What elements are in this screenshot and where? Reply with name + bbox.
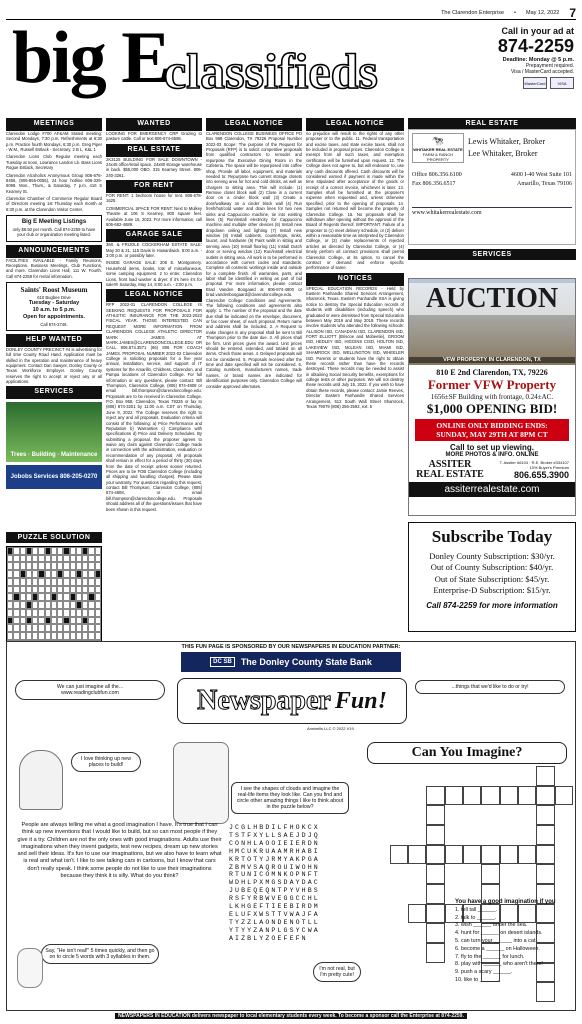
bank-name: The Donley County State Bank [240,657,372,667]
crossword-blank [353,845,371,865]
crossword-blank [481,982,499,1002]
child-drawing [19,750,63,810]
crossword-blank [555,805,573,825]
clue-item: 6. become a ______ on Halloween. [455,945,540,952]
notices-text: SPECIAL EDUCATION RECORDS - Held by Eastern Panhandle Shared Services Arrangement, Shamrock, Texas. Eastern Panhandle SSA is giving notice to destroy the Special Education records of students with disabilities (including speech) who graduated or were dismissed from Special Education between May 2016 and May 2018. These records involve students who attended the following schools: ALLISON ISD, CANADIAN ISD, CLARENDON ISD, FORT ELLIOTT (Briscoe and Mobeetie), GROOM ISD, HEDLEY ISD, HIGGINS CISD, HOLTON ISD, LAKEVIEW ISD, McLEAN ISD, MIAMI ISD, SHAMROCK ISD, WELLINGTON ISD, WHEELER ISD. Parents or students have the right to obtain these records rather than have the records destroyed. These records may be needed to assist in obtaining Social Security benefits, exemptions for college tests or other purposes. We will not destroy these records until July 15, 2022. If you wish to have obtain these records, please contact: Jamie Reeves, Director Eastern Panhandle Shared Services Arrangement, 512 South Wall Street Shamrock, Texas 79079 (806) 256-2592, ext. 5 [306,285,404,409]
logo-fun: Fun! [334,687,387,714]
deadline: Deadline: Monday @ 5 p.m. [502,57,574,63]
right-speech-bubble: ...things that we'd like to do or try! [415,680,565,694]
crossword-cell [408,904,426,924]
crossword-blank [408,963,426,983]
for-rent-item: COMMERCIAL SPACE FOR RENT: Next to Mulkey Theatre at 106 S Kearney, 800 square feet. Available June 15, 2022. For more information, call 806-662-4689. [106,205,202,227]
crossword-cell [426,943,444,963]
subscription-line: Enterprise-D Subscription: $15/yr. [433,585,551,596]
puzzle-header: PUZZLE SOLUTION [6,532,102,543]
auction-title: AUCTION [409,283,575,315]
can-you-imagine-title: Can You Imagine? [367,742,567,764]
garage-sale-item: 3MI. & FRIJOLE COCKERHAM ESTATE SALE: May 20 & 21. 115 Davis in Howardwick. 8:00 a.m. - 3:00 p.m. or possibly later. [106,242,202,259]
meeting-item: Clarendon Alcoholics Anonymous Group 806-676-8456, (806-855-0055), 24 hour hotline 806-329-5098. Mon., Thurs., & Saturday, 7 p.m. 416 S Kearney St. [6,172,102,194]
footer-text: NEWSPAPERS IN EDUCATION delivers newspaper to local elementary students every week. To become a sponsor call the Enterprise at 874-2259. [115,1013,467,1019]
crossword-blank [371,943,389,963]
real-estate-header: REAL ESTATE [408,118,576,129]
website-link[interactable]: www.whitakerrealestate.com [412,207,572,216]
auction-phone[interactable]: 806.655.3900 [513,470,569,480]
word-search-row: AIZBLYZOEFEFN [229,934,308,942]
office-label: Office [412,172,428,178]
announcements-header: ANNOUNCEMENTS [6,245,102,258]
crossword-blank [390,963,408,983]
crossword-blank [390,904,408,924]
child-drawing-2 [17,948,43,988]
crossword-blank [390,923,408,943]
subscription-line: Out of County Subscription: $40/yr. [430,562,554,573]
crossword-blank [371,884,389,904]
word-search-row: HMCUKRUAAMRHABI [229,847,320,855]
puzzle-cell [95,593,101,601]
legal-notice-text: no prejudice will result to the rights of any other proposer or to the public. 11. Federal transportation and excise taxes, and state excise taxes, shall not be included in proposal prices. Clarendon College is exempt from all such taxes, and exemption certificates will be furnished upon request. 12. The College does not agree to, but will endeavor to, use any cash discounts offered. Cash discounts will be considered earned if payment is made within the time stipulated after acceptance of the goods or receipt of a correct invoice, whichever is later. 13. Samples shall be furnished at the proposer's expense when requested and, unless otherwise specified, prior to the opening of proposals. 14. Samples not returned will become the property of Clarendon College. 15. No proposals shall be withdrawn after opening without the approval of the Board of Regents thereof. IMPORTANT. Failure of a proposer to (1) meet delivery schedule, or (2) deliver within a reasonable time as interpreted by Clarendon College, or (3) make replacements of rejected articles as directed by Clarendon College, or (4) timely perform all contract provisions shall permit Clarendon College, at its option, to cancel the contract or demand and enforce specific performance of same. [306,130,404,271]
puzzle-cell [95,578,101,586]
legal-notice-header: LEGAL NOTICE [306,118,404,131]
crossword-cell [426,923,444,943]
crossword-blank [555,766,573,786]
crossword-cell [536,786,554,806]
word-search-row: JCGLHBDILFHOKCX [229,824,320,831]
call-text: Call in your ad at [501,26,574,36]
help-wanted-header: HELP WANTED [6,334,102,347]
online-line-2: SUNDAY, MAY 29TH AT 8PM CT [436,430,548,439]
paper-name: The Clarendon Enterprise [441,9,505,16]
museum-phone: Call 874-2746. [40,321,68,327]
word-search-row: JUBEQEQNTPYVHBS [229,887,320,895]
crossword-blank [518,805,536,825]
crossword-blank [353,963,371,983]
garage-sale-header: GARAGE SALE [106,229,202,242]
crossword-cell [536,845,554,865]
crossword-blank [463,766,481,786]
crossword-blank [426,963,444,983]
masthead [6,17,582,114]
crossword-blank [390,825,408,845]
auction-property-name: Former VFW Property [427,377,557,392]
auction-size: 1656±SF Building with frontage, 0.24±AC. [430,393,554,401]
word-search-row: TSTFXYLLSAEJDJQ [229,831,320,839]
crossword-cell [536,766,554,786]
more-info: MORE PHOTOS & INFO. ONLINE [445,452,539,458]
meeting-item: Clarendon Lodge #700 AF&AM Stated meeting: Second Mondays, 7:30 p.m. Refreshments at 6:30 p.m. Practice fourth Mondays, 6:30 p.m. Greg Piper - W.M., Russell Estlack - Secretary. 2 B L, K&L 1 [6,130,102,153]
crossword-blank [353,805,371,825]
crossword-blank [500,864,518,884]
crossword-blank [371,963,389,983]
clue-item: 2. talk to ______. [455,914,497,921]
museum-appt: Open for appointments. [22,314,86,321]
crossword-blank [463,805,481,825]
cards-note: Visa / MasterCard accepted. [511,69,574,75]
company-sub: FARM & RANCH PROPERTY [422,152,454,162]
crossword-blank [390,786,408,806]
subscription-line: Donley County Subscription: $30/yr. [429,551,555,561]
crossword-blank [445,864,463,884]
online-bidding-box [415,419,569,441]
crossword-blank [353,884,371,904]
puzzle-cell [95,547,101,555]
crossword-cell [481,845,499,865]
crossword-cell [426,845,444,865]
crossword-cell [445,845,463,865]
real-estate-header: REAL ESTATE [106,144,202,157]
crossword-cell [445,786,463,806]
listing-body: only $8.50 per month. Call 874-2259 to have your club or organization meeting listed. [12,226,96,238]
crossword-blank [445,825,463,845]
jobobs-service-text: Jobobs Services 806-205-0270 [10,473,98,480]
clue-item: 5. can turn your ______ into a cat. [455,938,537,944]
bank-banner [181,652,401,672]
crossword-blank [371,904,389,924]
sponsor-line: THIS FUN PAGE IS SPONSORED BY OUR NEWSPAPERS IN EDUCATION PARTNER: [181,644,401,650]
crossword-blank [445,766,463,786]
column-4 [306,118,404,638]
crossword-blank [500,982,518,1002]
crossword-blank [390,805,408,825]
crossword-blank [500,766,518,786]
legal-notice-text: RFP 2022-01 CLARENDON COLLEGE IS SEEKING REQUESTS FOR PROPOSALS FOR ATHLETIC INSURANCE FOR THE 2022-2023 FISCAL YEAR. THOSE INTERESTED CAN REQUEST MORE INFORMATION FROM CLARENDON COLLEGE ATHLETIC DIRECTOR MARK JAMES AT MARK.JAMES@CLARENDONCOLLEGE.EDU OR CALL 806.874.3571 (66) 806 FOR COACH JAMES. PROPOSAL NUMBER 2022-02 Clarendon College is soliciting proposals for a five year annual, installation, service, and support of IT systems for the Amarillo, Childress, Clarendon, and Pampa locations of Clarendon College. For full information or any questions, please contact: Bill Thompson, Clarendon College, (806) 874-4808 or email bill.thompson@clarendoncollege.edu. Proposals are to be received in Clarendon College, P.O. Box 968, Clarendon, Texas 79226 or fax to (806) 874-3201 by 11:00 a.m. CST on Thursday, June 9, 2022. The College reserves the right to reject any and all proposals. Evaluation criteria will consist of the following: a) Price Performance and Reputation b) Warranties c) Compliance with specifications d) Price and Delivery Schedules. By submitting a proposal, the proposer agrees to waive any claim against Clarendon College made in connection with the administration, evaluation or recommendation of any proposal. All proposals shall remain in effect for a period of thirty (30) days from the date of receipt unless sooner returned. Prices are to be FOB Clarendon College (including all shipping and handling charges). Please state your warranty. For questions regarding this request, contact Bill Thompson, Clarendon College, (806) 874-4808, or email bill.thompson@clarendoncollege.edu. Proposals should address all of the questions/issues that have been shown in this request. [106,302,202,512]
crossword-blank [408,923,426,943]
imagination-list [455,898,575,985]
crossword-blank [481,825,499,845]
big-e-logo: big E [12,17,169,99]
puzzle-cell [95,586,101,594]
auction-address: 810 E 2nd Clarendon, TX, 79226 [436,368,548,377]
crossword-blank [353,982,371,1002]
crossword-cell [481,786,499,806]
whitaker-logo [412,133,464,163]
crossword-cell [426,825,444,845]
crossword-cell [426,904,444,924]
office-phone[interactable]: 806.356.6100 [428,172,462,178]
crossword-blank [463,864,481,884]
services-header: SERVICES [6,386,102,399]
crossword-blank [371,864,389,884]
crossword-blank [445,982,463,1002]
meeting-item: Clarendon Chamber of Commerce Regular Board of Directors meeting 1st Thursday each month at 6:30 p.m. at the Clarendon Visitor Center. [6,196,102,212]
museum-ad [6,282,102,331]
crossword-blank [371,805,389,825]
page-number: 7 [569,5,576,20]
left-bubble-text: We can just imagine all the... [56,684,124,690]
robot-drawing [173,742,229,824]
online-line-1: ONLINE ONLY BIDDING ENDS: [436,421,548,430]
legal-notice-header: LEGAL NOTICE [106,289,202,302]
puzzle-cell [95,632,101,640]
crossword-blank [481,805,499,825]
newspaper-fun-logo [177,678,407,724]
crossword-cell [481,864,499,884]
agent-info: T. Assiter #6104 · R.E. Broker #334107 · 10% Buyer's Premium [499,460,569,470]
crossword-blank [353,786,371,806]
crossword-blank [408,786,426,806]
puzzle-cell [95,617,101,625]
crossword-cell [518,786,536,806]
broker-2: Lee Whitaker, Broker [468,149,538,158]
visa-icon: VISA [550,77,574,89]
column-3 [206,118,302,638]
puzzle-cell [95,555,101,563]
puzzle-cell [95,562,101,570]
wanted-item: LOOKING FOR EMERGENCY CRP Grazing to pasture cattle. Call or text 806-674-6598. [106,130,202,142]
announcement-item: FACILITIES AVAILABLE - Family Reunions, Receptions, Business Meetings, Club Functions, and more. Clarendon Lions Hall, 111 W. Fourth. Call 874-2259 for rental information. [6,257,102,279]
auction-photo [409,279,575,365]
site-url[interactable]: www.readingclubfun.com [61,690,119,696]
logo-newspaper: Newspaper [197,685,331,716]
travel-bubble: I love thinking up new places to build! [71,752,141,772]
broker-1: Lewis Whitaker, Broker [468,137,546,146]
auction-ad [408,278,576,516]
word-search-row: TYZZLAONDENOTLL [229,918,320,926]
museum-title: Saints' Roost Museum [20,286,88,295]
prepay-note: Prepayment required. [525,63,574,69]
mastercard-icon: MasterCard [523,77,547,89]
crossword-blank [518,864,536,884]
crossword-blank [353,923,371,943]
crossword-blank [500,805,518,825]
crossword-blank [353,766,371,786]
real-estate-item: 2K3125 BUILDING FOR SALE DOWNTOWN - 24x45 office/retail space. 24x80 storage warehouse in back. $55,000 OBO. 315 Kearney Street. 806-240-3261. [106,156,202,178]
meeting-listing-ad [6,215,102,241]
viewing-call: Call to set up viewing. [449,443,534,452]
word-search-row: ELUFXWSTTVWAJFA [229,910,320,918]
word-search-grid[interactable] [229,824,349,943]
address-line-1: 4600 I-40 West Suite 101 [510,172,572,178]
puzzle-cell [95,570,101,578]
for-rent-header: FOR RENT [106,180,202,193]
crossword-cell [536,825,554,845]
crossword-blank [353,904,371,924]
issue-date: May 12, 2022 [525,9,560,16]
legal-notice-text: CLARENDON COLLEGE BUSINESS OFFICE PO Box 968 Clarendon, TX 79226 Proposal Number 2022-03 Scope: The purpose of the Request for Proposals (RFP) is to solicit competitive proposals from qualified contractors to remodel and repurpose the Executive Dining Room in the Cafeteria. The space will be repurposed into coffee shop. Provide all labor, equipment, and materials needed to: Repurpose two current storage closets into serving area for hot and cold drinks, as well as chargers to sitting area. This will include: (1) Remove closet block wall (2) Close in a current door on a cinder block wall (3) Create a door/walkway on a cinder block wall (4) Run fresh/hot/cold water and drain lines for two new sinks and Cappuccino machine, tie into existing lines (5) Run/install electricity for Cappuccino machine and multiple other devices (6) Install new dropdown ceiling and lighting (7) Install new window (8) Install cabinets, countertops, sinks, faucet, and hardware (9) Paint walls in sitting and serving area (10) Install flooring (11) Install Dutch door or serving window (12) Run/install electrical outlets in sitting area. All work is to be performed in accordance with current codes and standards. Complete all cosmetic workings inside and outside for a complete finish. All warranties, parts, and labor shall be identified in writing as part of bid proposal. For more information, please contact Brad Vanden Boogaard at 806-874-4800 or brad.vandenboogaard@clarendoncollege.edu. Clarendon College Conditions and Agreements. The following conditions and agreements also apply: 1. The number of the proposal and the date due shall be indicated on the envelope, document, or fax cover sheet, of each proposal. Return name and address shall be included. 2. A Request to make changes in any proposal shall be sent to Bill Thompson prior to the date due. 3. All prices shall be firm. Unit prices given the award. Unit prices should be entered, extended, and totaled on all items. Check those areas. 4. Delayed proposals will not be considered. 5. Proposals received after the time and date specified will not be considered. 6. Catalog numbers, manufacturers names, trade names, or brand names are indicated for identification purposes only. Clarendon College will consider approved alternates. [206,130,302,389]
clue-item: 4. hunt for ______ on desert islands. [455,930,543,937]
crossword-blank [353,943,371,963]
clue-item: 10. like to ______. [455,977,500,984]
crossword-blank [481,766,499,786]
trees-service-text: Trees · Building · Maintenance [10,451,98,458]
company-name: WHITAKER REAL ESTATE [413,147,463,152]
word-search-row: YTYYZANPLGSYCWA [229,926,320,934]
crossword-blank [426,766,444,786]
crossword-blank [408,864,426,884]
cow-icon: 🐄 [431,136,445,147]
crossword-cell [536,864,554,884]
assiter-logo: ASSITER REAL ESTATE [416,459,484,480]
not-real-bubble: I'm not real, but I'm pretty cute! [313,962,361,982]
imagination-paragraph: People are always telling me what a good imagination I have. It's true that I can think up new inventions that I would like to build, but so can most people if they give it a try. Children are not the only ones with good imaginations. Adults use their imaginations when they invent gadgets, test new recipes, dream up new stories and sell their ideas. It's fun to use our imaginations, but we also have to learn what is real and what isn't. I like to see talking cars in cartoons, but I know that cars don't really speak. I think some people do not like to use their imaginations because they think it is silly. What do you think? [17,822,222,879]
crossword-blank [353,825,371,845]
word-search-row: RSFYRBWVEGGCCHL [229,895,320,903]
crossword-blank [408,982,426,1002]
subscribe-title: Subscribe Today [431,527,553,546]
crossword-cell [426,864,444,884]
crossword-blank [463,825,481,845]
crossword-blank [408,805,426,825]
crossword-blank [518,982,536,1002]
clue-item: 7. fly to the ______ for lunch. [455,953,525,960]
legal-notice-header: LEGAL NOTICE [206,118,302,131]
meeting-item: Clarendon Lions Club Regular meeting each Tuesday at noon, Lowrance Landon Lb. Bass Lions Rogue Estlack, Secretary [6,154,102,171]
word-search-row: ZBMVSAQROUIWOHN [229,863,320,871]
auction-caption: VFW PROPERTY IN CLARENDON, TX [409,357,575,363]
crossword-cell [555,786,573,806]
clue-item: 9. push a scary ______. [455,969,513,976]
crossword-cell [500,845,518,865]
crossword-blank [518,766,536,786]
whitaker-ad [408,129,576,245]
crossword-cell [408,845,426,865]
classifieds-title: classifieds [164,43,378,99]
crossword-blank [445,805,463,825]
jobobs-service-ad [6,465,102,489]
crossword-blank [390,982,408,1002]
museum-hours: 10 a.m. to 5 p.m. [32,307,76,314]
crossword-blank [426,982,444,1002]
call-in-box [444,26,574,89]
crossword-cell [500,786,518,806]
left-speech-bubble [15,680,165,700]
word-search-intro: I see the shapes of clouds and imagine the real-life items they look like. Can you find and circle other amazing things I like to think about in the puzzle below? [231,782,349,814]
crossword-blank [518,825,536,845]
museum-address: 610 Bugbee Drive [37,295,71,301]
crossword-blank [555,864,573,884]
word-search-row: RTUNICOMNKOPNFT [229,871,320,879]
word-search-row: KRTOTYJRMYAKPGA [229,855,320,863]
notices-header: NOTICES [306,273,404,286]
crossword-blank [390,766,408,786]
puzzle-cell [95,624,101,632]
crossword-cell [463,845,481,865]
puzzle-cell [95,601,101,609]
bank-logo: DC SB [210,657,235,667]
crossword-cell [390,845,408,865]
meetings-header: MEETINGS [6,118,102,131]
garage-sale-item: INSIDE GARAGE SALE: 206 E. Montgomery. Household items, books, lots of miscellaneous, some camping equipment. 2 to enter. Clarendon Lions, front load washer & dryer. If it's here it's for sale!!!! Saturday, May 14, 8:00 a.m. - 2:00 p.m. [106,260,202,287]
crossword-cell [463,786,481,806]
word-search-row: CONHLAOOIEIERDN [229,839,320,847]
crossword-blank [371,923,389,943]
crossword-blank [555,825,573,845]
subscription-line: Out of State Subscription: $45/yr. [434,573,550,584]
imagination-list-title: You have a good imagination if you [455,899,556,905]
services-header: SERVICES [408,249,576,260]
fun-page-footer [6,1013,576,1019]
crossword-blank [408,884,426,904]
crossword-blank [555,982,573,1002]
newspaper-fun-page [6,641,576,1011]
help-wanted-item: DONLEY COUNTY PRECINCT #4 is advertising for full time County Road Hand. Application must be skilled in the operation and maintenance of heavy equipment. Contact Dan Sawyer, Donley County or Texas Workforce Employer. Donley County reserves the right to accept or reject any or all applications. [6,346,102,385]
clue-item: 8. play with ______ who aren't there! [455,961,543,968]
puzzle-cell [95,609,101,617]
crossword-blank [390,943,408,963]
subscribe-box [408,522,576,632]
crossword-cell [536,982,554,1002]
for-rent-item: FOR RENT: 1 bedroom house for rent. 806-678-1625. [106,193,202,204]
listing-title: Big E Meeting Listings [21,219,87,226]
call-phone[interactable]: 874-2259 [497,36,574,56]
crossword-cell [426,786,444,806]
say-bubble: Say, "He isn't real!" 5 times quickly, and then go on to circle 5 words with 3 syllables in them. [41,944,159,964]
crossword-cell [426,884,444,904]
credit: Annimills LLC © 2022 V19 [307,726,354,731]
fax-label: Fax [412,181,421,187]
column-2 [106,118,202,638]
crossword-blank [371,845,389,865]
crossword-blank [371,786,389,806]
crossword-blank [408,766,426,786]
crossword-blank [371,825,389,845]
crossword-blank [353,864,371,884]
trees-service-ad [6,402,102,462]
word-search-row: WDHLPXMGSDAYDAC [229,879,320,887]
word-search-row: LKHGEFTIEEBIRDM [229,903,320,911]
crossword-blank [390,864,408,884]
auction-website[interactable]: assiterrealestate.com [409,482,575,497]
auction-bid: $1,000 OPENING BID! [426,401,558,416]
crossword-blank [390,884,408,904]
crossword-blank [500,825,518,845]
wanted-header: WANTED [106,118,202,131]
museum-days: Tuesday - Saturday [28,300,80,307]
crossword-blank [408,825,426,845]
bullet: • [514,9,516,16]
crossword-cell [426,805,444,825]
crossword-blank [463,982,481,1002]
crossword-cell [536,805,554,825]
clue-item: 1. tell tall ______. [455,906,498,913]
crossword-cell [518,845,536,865]
fax-number: 806.356.6517 [422,181,456,187]
address-line-2: Amarillo, Texas 79106 [517,181,572,187]
clue-item: 3. wish ______ under the sea. [455,922,528,929]
crossword-blank [371,982,389,1002]
subscribe-call: Call 874-2259 for more information [426,600,558,610]
real-estate-ad [408,118,576,260]
crossword-blank [555,845,573,865]
crossword-blank [371,766,389,786]
crossword-blank [408,943,426,963]
